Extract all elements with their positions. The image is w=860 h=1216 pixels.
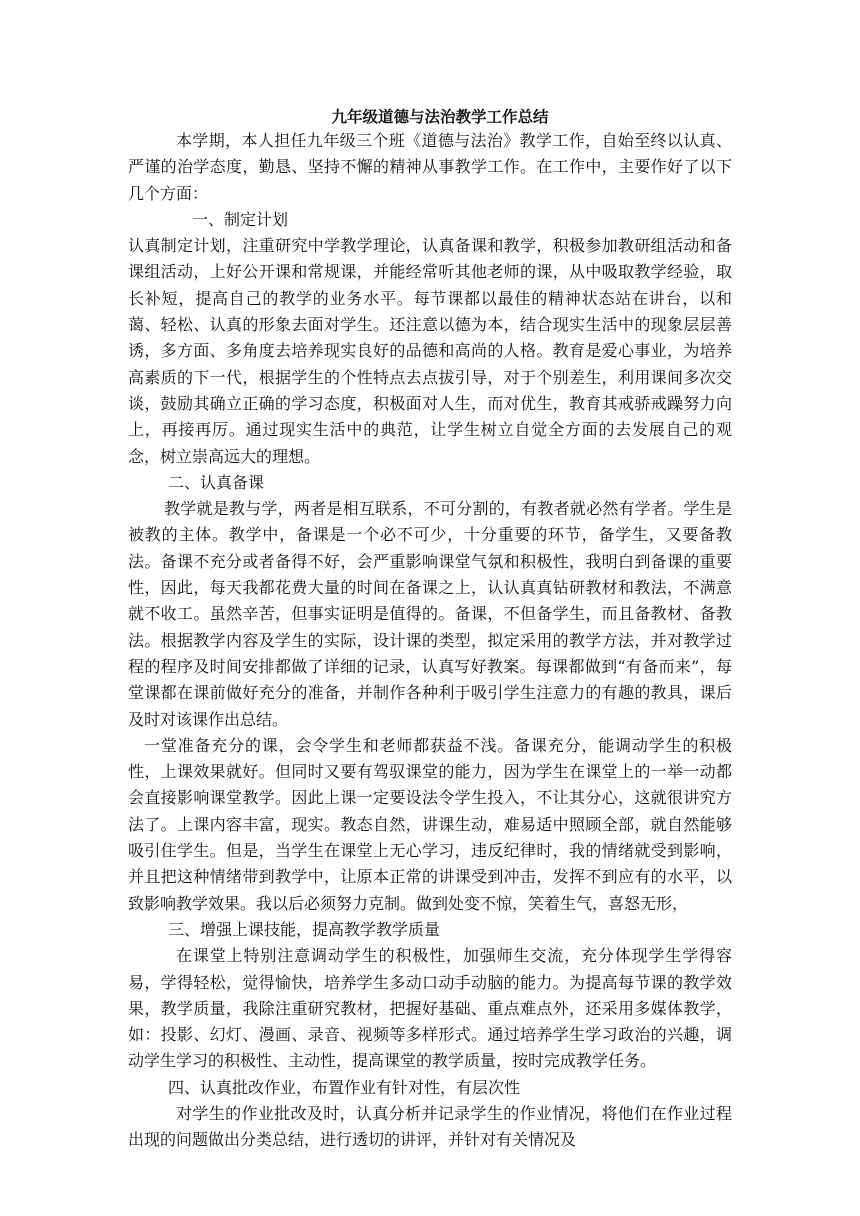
section-heading-teaching-skills: 三、增强上课技能，提高教学教学质量 [168,919,441,939]
intro-paragraph: 本学期，本人担任九年级三个班《道德与法治》教学工作，自始至终以认真、严谨的治学态度，勤恳、坚持不懈的精神从事教学工作。在工作中，主要作好了以下几个方面： [128,131,732,203]
section-heading-lesson-prep: 二、认真备课 [168,472,265,492]
section-body-lesson-prep-2: 一堂准备充分的课，会令学生和老师都获益不浅。备课充分，能调动学生的积极性，上课效果就好。但同时又要有驾驭课堂的能力，因为学生在课堂上的一举一动都会直接影响课堂教学。因此上课一定要设法令学生投入，不让其分心，这就很讲究方法了。上课内容丰富，现实。教态自然，讲课生动，难易适中照顾全部，就自然能够吸引住学生。但是，当学生在课堂上无心学习，违反纪律时，我的情绪就受到影响，并且把这种情绪带到教学中，让原本正常的讲课受到冲击，发挥不到应有的水平，以致影响教学效果。我以后必须努力克制。做到处变不惊，笑着生气，喜怒无形， [128,735,732,913]
section-body-plan: 认真制定计划，注重研究中学教学理论，认真备课和教学，积极参加教研组活动和备课组活动，上好公开课和常规课，并能经常听其他老师的课，从中吸取教学经验，取长补短，提高自己的教学的业务水平。每节课都以最佳的精神状态站在讲台，以和蔼、轻松、认真的形象去面对学生。还注意以德为本，结合现实生活中的现象层层善诱，多方面、多角度去培养现实良好的品德和高尚的人格。教育是爱心事业，为培养高素质的下一代，根据学生的个性特点去点拔引导，对于个别差生，利用课间多次交谈，鼓励其确立正确的学习态度，积极面对人生，而对优生，教育其戒骄戒躁努力向上，再接再厉。通过现实生活中的典范，让学生树立自觉全方面的去发展自己的观念，树立崇高远大的理想。 [128,236,732,466]
document-content [128,106,732,1154]
section-body-homework: 对学生的作业批改及时，认真分析并记录学生的作业情况，将他们在作业过程出现的问题做出分类总结，进行透切的讲评，并针对有关情况及 [128,1103,732,1150]
section-body-teaching-skills: 在课堂上特别注意调动学生的积极性，加强师生交流，充分体现学生学得容易，学得轻松，觉得愉快，培养学生多动口动手动脑的能力。为提高每节课的教学效果，教学质量，我除注重研究教材，把握好基础、重点难点外，还采用多媒体教学，如：投影、幻灯、漫画、录音、视频等多样形式。通过培养学生学习政治的兴趣，调动学生学习的积极性、主动性，提高课堂的教学质量，按时完成教学任务。 [128,946,732,1071]
document-title: 九年级道德与法治教学工作总结 [331,107,549,126]
section-heading-plan: 一、制定计划 [192,209,289,229]
section-heading-homework: 四、认真批改作业，布置作业有针对性，有层次性 [168,1077,521,1097]
section-body-lesson-prep-1: 教学就是教与学，两者是相互联系，不可分割的，有教者就必然有学者。学生是被教的主体。教学中，备课是一个必不可少，十分重要的环节，备学生，又要备教法。备课不充分或者备得不好，会严重影响课堂气氛和积极性，我明白到备课的重要性，因此，每天我都花费大量的时间在备课之上，认认真真钻研教材和教法，不满意就不收工。虽然辛苦，但事实证明是值得的。备课，不但备学生，而且备教材、备教法。根据教学内容及学生的实际，设计课的类型，拟定采用的教学方法，并对教学过程的程序及时间安排都做了详细的记录，认真写好教案。每课都做到“有备而来”，每堂课都在课前做好充分的准备，并制作各种利于吸引学生注意力的有趣的教具，课后及时对该课作出总结。 [128,499,732,729]
